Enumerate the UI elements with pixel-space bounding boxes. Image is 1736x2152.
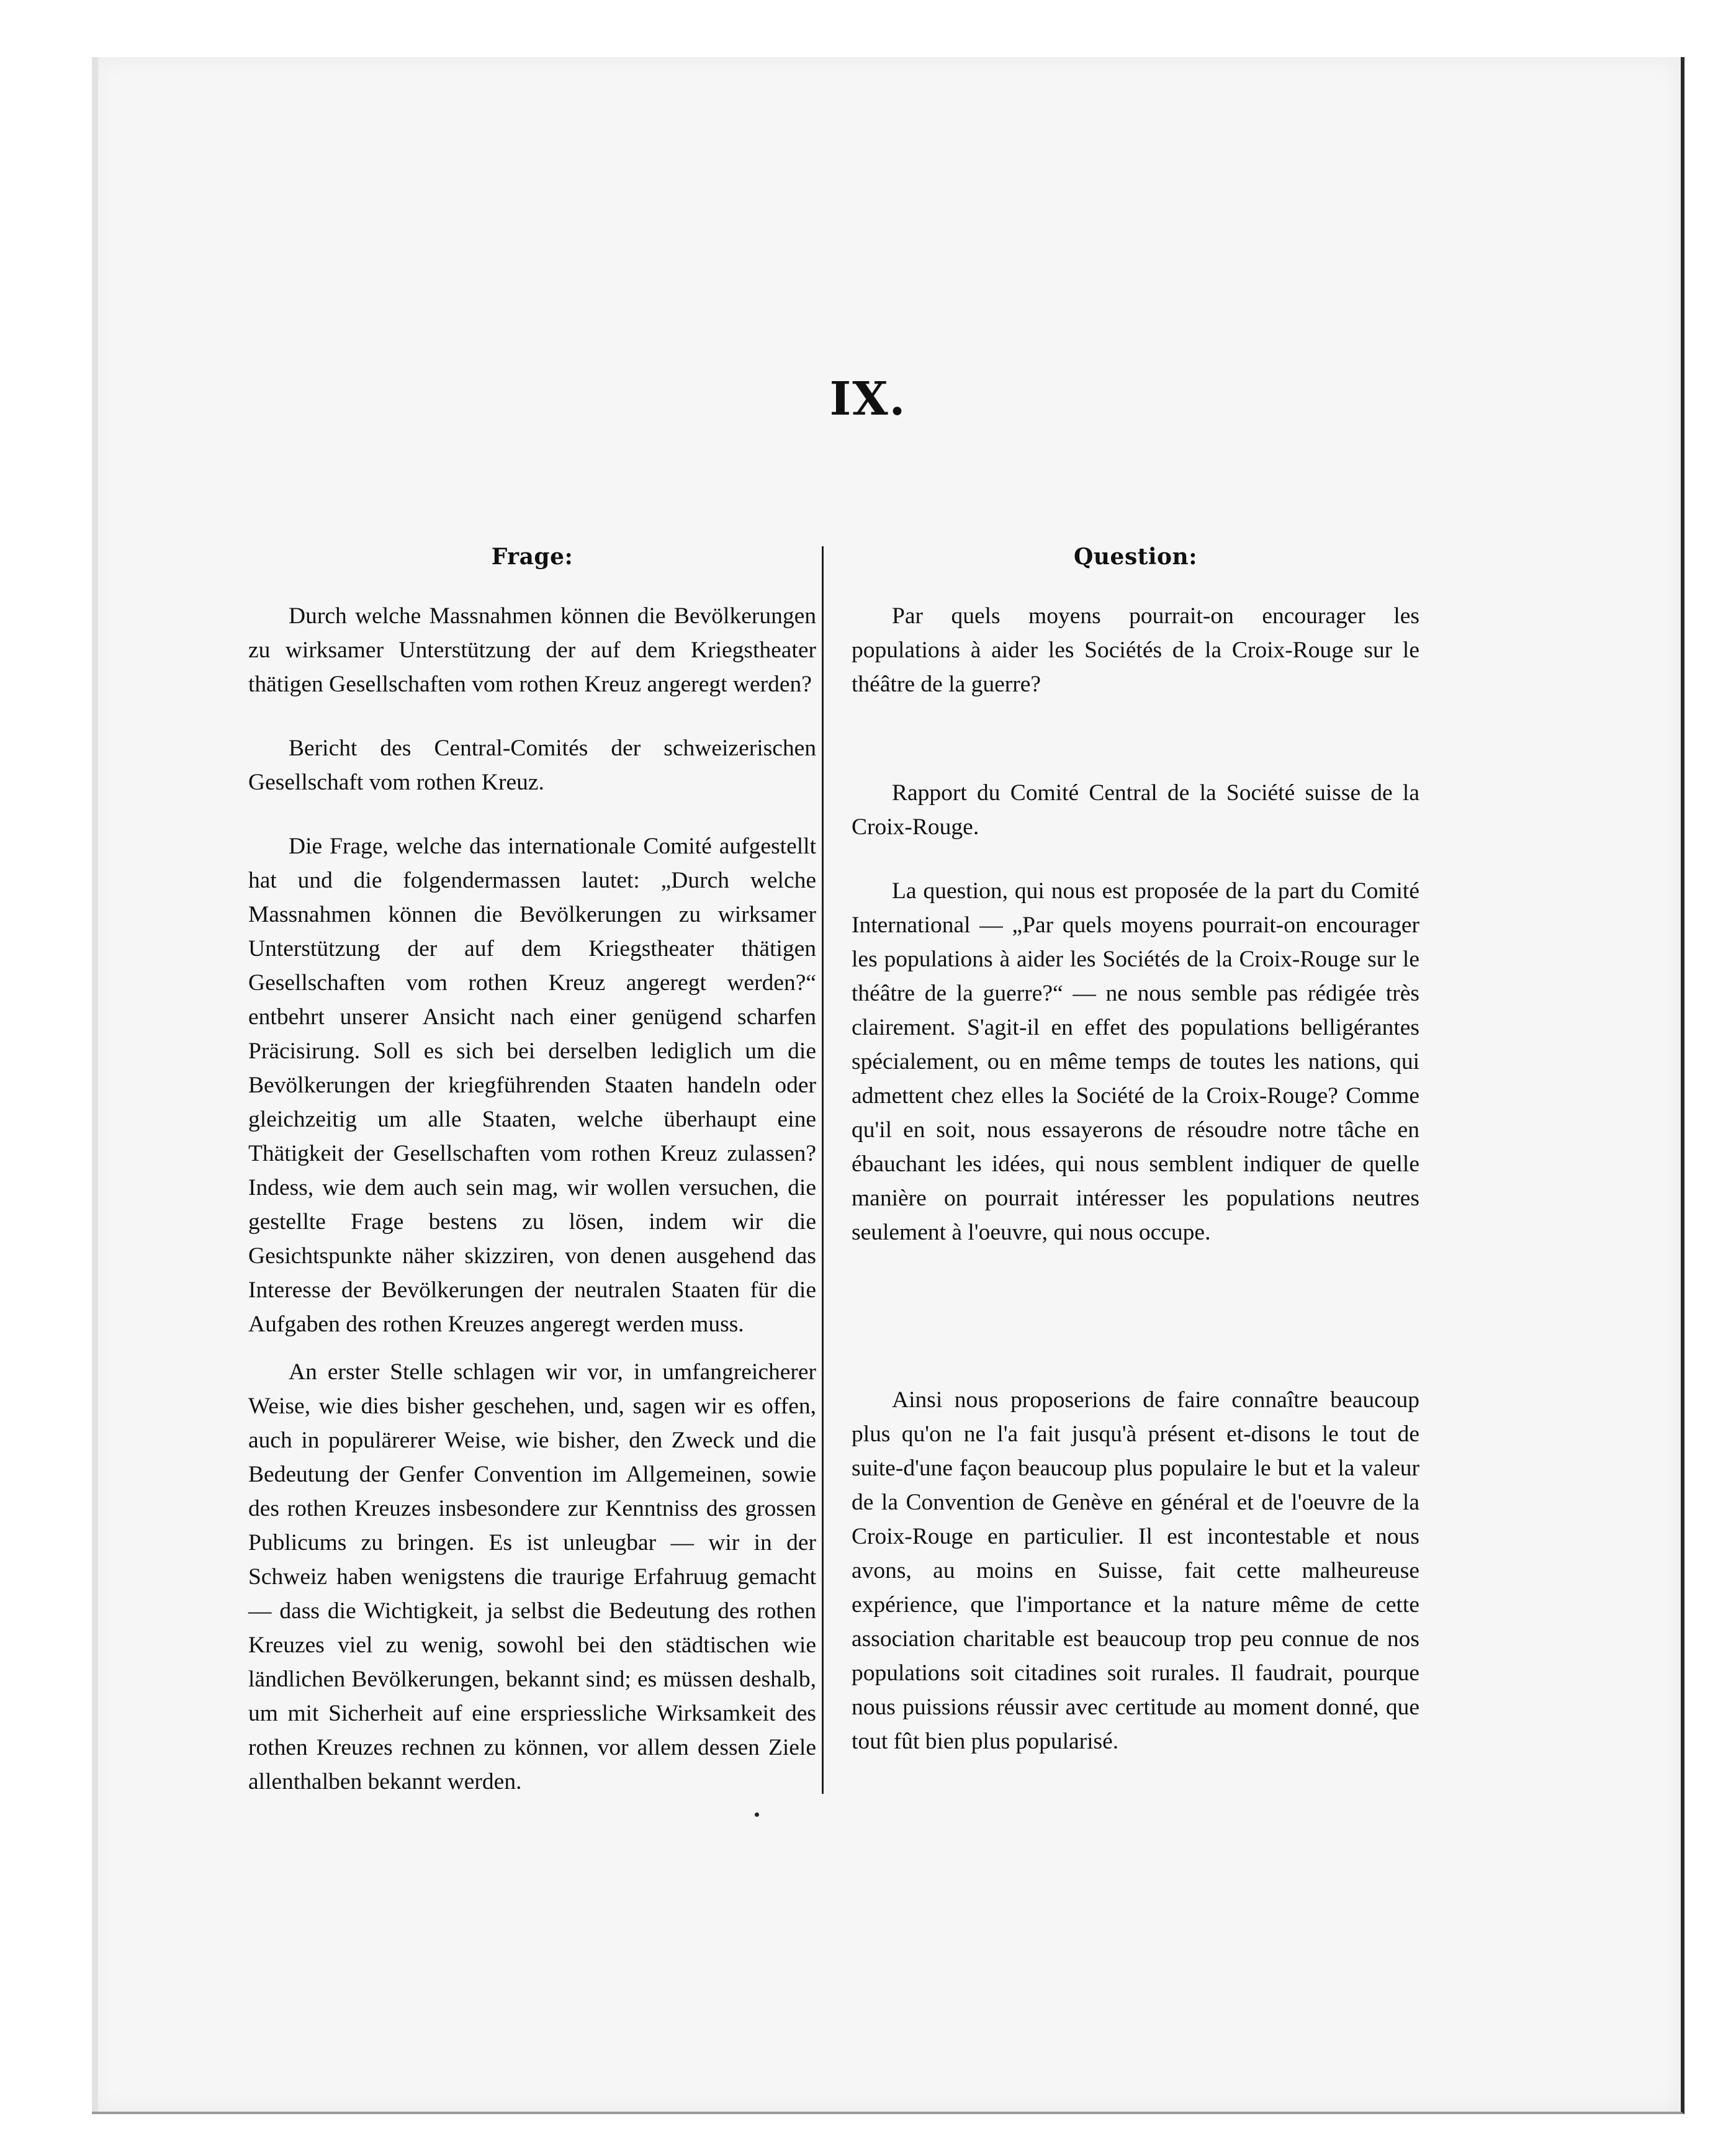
french-column	[852, 540, 1419, 1758]
german-report-title: Bericht des Central-Comités der schweizerischen Gesellschaft vom rothen Kreuz.	[248, 736, 816, 795]
german-heading: Frage:	[491, 544, 573, 570]
french-paragraph: Ainsi nous proposerions de faire connaître beaucoup plus qu'on ne l'a fait jusqu'à présent et-disons le tout de suite-d'une façon beaucoup plus populaire le but et la valeur de la Convention de Genève en général et de l'oeuvre de la Croix-Rouge en particulier. Il est incontestable et nous avons, au moins en Suisse, fait cette malheureuse expérience, que l'importance et la nature même de cette association charitable est beaucoup trop peu connue de nos populations soit citadines soit rurales. Il faudrait, pourque nous puissions réussir avec certitude au moment donné, que tout fût bien plus popularisé.	[852, 1387, 1419, 1754]
french-report-title: Rapport du Comité Central de la Société suisse de la Croix-Rouge.	[852, 780, 1419, 840]
french-heading: Question:	[1074, 544, 1197, 570]
german-column	[248, 540, 816, 1799]
french-question: Par quels moyens pourrait-on encourager les populations à aider les Sociétés de la Croix-Rouge sur le théâtre de la guerre?	[852, 603, 1419, 697]
column-divider	[822, 546, 824, 1794]
chapter-numeral: IX.	[829, 372, 907, 426]
ink-speck	[755, 1812, 759, 1817]
german-paragraph: An erster Stelle schlagen wir vor, in umfangreicherer Weise, wie dies bisher geschehen, und, sagen wir es offen, auch in populärerer Weise, wie bisher, den Zweck und die Bedeutung der Genfer Convention im Allgemeinen, sowie des rothen Kreuzes insbesondere zur Kenntniss des grossen Publicums zu bringen. Es ist unleugbar — wir in der Schweiz haben wenigstens die traurige Erfahruug gemacht — dass die Wichtigkeit, ja selbst die Bedeutung des rothen Kreuzes viel zu wenig, sowohl bei den städtischen wie ländlichen Bevölkerungen, bekannt sind; es müssen deshalb, um mit Sicherheit auf eine erspriessliche Wirksamkeit des rothen Kreuzes rechnen zu können, vor allem dessen Ziele allenthalben bekannt werden.	[248, 1359, 816, 1794]
german-paragraph: Die Frage, welche das internationale Comité aufgestellt hat und die folgendermassen lautet: „Durch welche Massnahmen können die Bevölkerungen zu wirksamer Unterstützung der auf dem Kriegstheater thätigen Gesellschaften vom rothen Kreuz angeregt werden?“ entbehrt unserer Ansicht nach einer genügend scharfen Präcisirung. Soll es sich bei derselben lediglich um die Bevölkerungen der kriegführenden Staaten handeln oder gleichzeitig um alle Staaten, welche überhaupt eine Thätigkeit der Gesellschaften vom rothen Kreuz zulassen? Indess, wie dem auch sein mag, wir wollen versuchen, die gestellte Frage bestens zu lösen, indem wir die Gesichtspunkte näher skizziren, von denen ausgehend das Interesse der Bevölkerungen der neutralen Staaten für die Aufgaben des rothen Kreuzes angeregt werden muss.	[248, 834, 816, 1337]
german-question: Durch welche Massnahmen können die Bevölkerungen zu wirksamer Unterstützung der auf dem Kriegstheater thätigen Gesellschaften vom rothen Kreuz angeregt werden?	[248, 603, 816, 697]
french-paragraph: La question, qui nous est proposée de la part du Comité International — „Par quels moyens pourrait-on encourager les populations à aider les Sociétés de la Croix-Rouge sur le théâtre de la guerre?“ — ne nous semble pas rédigée très clairement. S'agit-il en effet des populations belligérantes spécialement, ou en même temps de toutes les nations, qui admettent chez elles la Société de la Croix-Rouge? Comme qu'il en soit, nous essayerons de résoudre notre tâche en ébauchant les idées, qui nous semblent indiquer de quelle manière on pourrait intéresser les populations neutres seulement à l'oeuvre, qui nous occupe.	[852, 878, 1419, 1245]
